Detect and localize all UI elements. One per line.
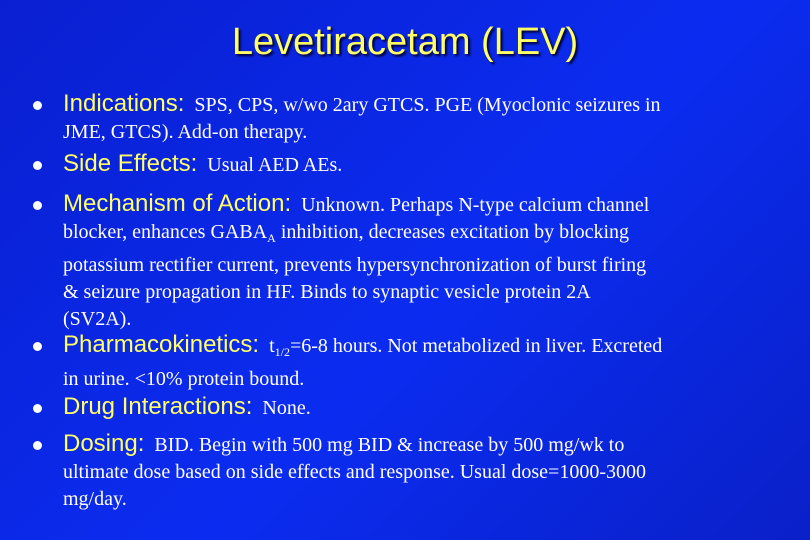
bullet-text: in urine. <10% protein bound. xyxy=(63,368,305,390)
bullet-text: BID. Begin with 500 mg BID & increase by 500 mg/wk to xyxy=(154,434,625,456)
bullet-text: inhibition, decreases excitation by blocking xyxy=(275,221,630,243)
bullet-dosing xyxy=(63,430,783,513)
bullet-text: SPS, CPS, w/wo 2ary GTCS. PGE (Myoclonic seizures in xyxy=(194,94,661,116)
bullet-text: mg/day. xyxy=(63,488,127,510)
bullet-dot-icon xyxy=(33,441,42,450)
bullet-text: t xyxy=(269,335,275,357)
bullet-text: =6-8 hours. Not metabolized in liver. Excreted xyxy=(289,335,663,357)
bullet-text-gaba xyxy=(63,219,783,252)
bullet-indications xyxy=(63,90,783,146)
bullet-text: JME, GTCS). Add-on therapy. xyxy=(63,121,308,143)
bullet-side-effects xyxy=(63,150,783,179)
bullet-heading: Dosing: xyxy=(63,430,145,457)
subscript: 1/2 xyxy=(274,345,290,359)
bullet-text: blocker, enhances GABA xyxy=(63,221,268,243)
bullet-drug-interactions xyxy=(63,393,783,422)
bullet-text: (SV2A). xyxy=(63,308,132,330)
bullet-heading: Drug Interactions: xyxy=(63,393,253,420)
bullet-dot-icon xyxy=(33,342,42,351)
slide-title: Levetiracetam (LEV) xyxy=(231,21,579,63)
bullet-dot-icon xyxy=(33,161,42,170)
subscript: A xyxy=(267,231,276,245)
bullet-text: potassium rectifier current, prevents hypersynchronization of burst firing xyxy=(63,254,647,276)
bullet-mechanism xyxy=(63,190,783,333)
bullet-text: None. xyxy=(262,397,311,419)
bullet-heading: Indications: xyxy=(63,90,185,117)
bullet-pharmacokinetics xyxy=(63,331,783,393)
bullet-dot-icon xyxy=(33,404,42,413)
bullet-heading: Pharmacokinetics: xyxy=(63,331,260,358)
bullet-dot-icon xyxy=(33,101,42,110)
bullet-dot-icon xyxy=(33,201,42,210)
bullet-text: & seizure propagation in HF. Binds to synaptic vesicle protein 2A xyxy=(63,281,591,303)
bullet-heading: Side Effects: xyxy=(63,150,198,177)
bullet-text: Unknown. Perhaps N-type calcium channel xyxy=(301,194,650,216)
bullet-heading: Mechanism of Action: xyxy=(63,190,292,217)
bullet-text: Usual AED AEs. xyxy=(207,154,343,176)
bullet-text: ultimate dose based on side effects and response. Usual dose=1000-3000 xyxy=(63,461,646,483)
